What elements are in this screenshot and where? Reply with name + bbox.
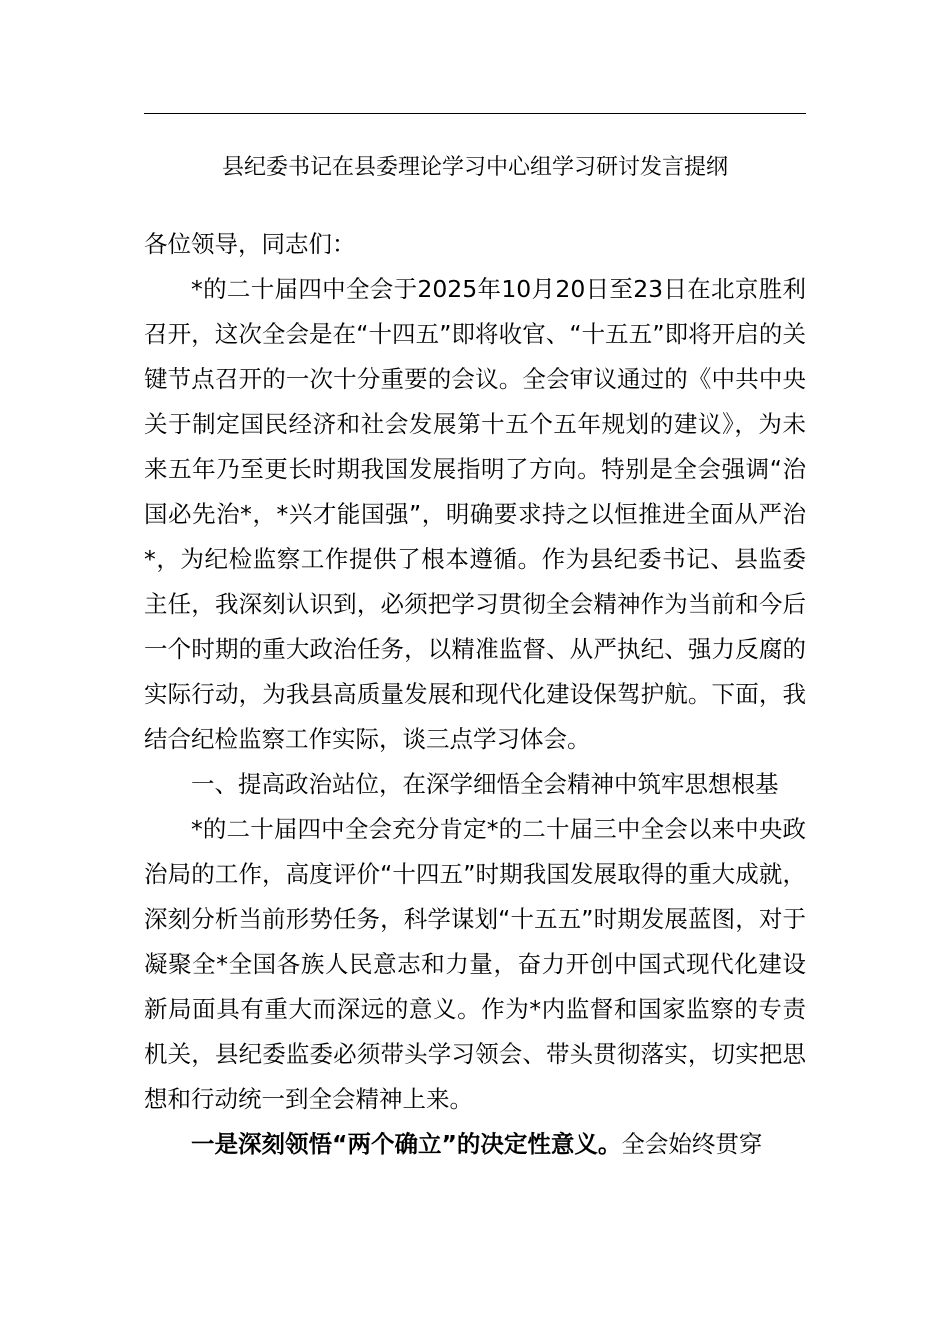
section-1-paragraph: *的二十届四中全会充分肯定*的二十届三中全会以来中央政治局的工作，高度评价“十四五”时期我国发展取得的重大成就，深刻分析当前形势任务，科学谋划“十五五”时期发展蓝图，对于凝聚全*全国各族人民意志和力量，奋力开创中国式现代化建设新局面具有重大而深远的意义。作为*内监督和国家监察的专责机关，县纪委监委必须带头学习领会、带头贯彻落实，切实把思想和行动统一到全会精神上来。: [144, 815, 806, 1113]
point-1-text: 全会始终贯穿: [621, 1130, 763, 1158]
point-1-lead: 一是深刻领悟“两个确立”的决定性意义。: [191, 1130, 622, 1158]
point-1-paragraph: [144, 1122, 806, 1167]
document-title: 县纪委书记在县委理论学习中心组学习研讨发言提纲: [221, 155, 728, 180]
header-rule: [144, 113, 806, 114]
salutation: 各位领导，同志们：: [144, 230, 356, 258]
document-body: [144, 222, 806, 1167]
intro-paragraph: *的二十届四中全会于2025年10月20日至23日在北京胜利召开，这次全会是在“十四五”即将收官、“十五五”即将开启的关键节点召开的一次十分重要的会议。全会审议通过的《中共中央关于制定国民经济和社会发展第十五个五年规划的建议》，为未来五年乃至更长时期我国发展指明了方向。特别是全会强调“治国必先治*，*兴才能国强”，明确要求持之以恒推进全面从严治*，为纪检监察工作提供了根本遵循。作为县纪委书记、县监委主任，我深刻认识到，必须把学习贯彻全会精神作为当前和今后一个时期的重大政治任务，以精准监督、从严执纪、强力反腐的实际行动，为我县高质量发展和现代化建设保驾护航。下面，我结合纪检监察工作实际，谈三点学习体会。: [144, 275, 806, 753]
section-1-heading: 一、提高政治站位，在深学细悟全会精神中筑牢思想根基: [191, 770, 779, 798]
